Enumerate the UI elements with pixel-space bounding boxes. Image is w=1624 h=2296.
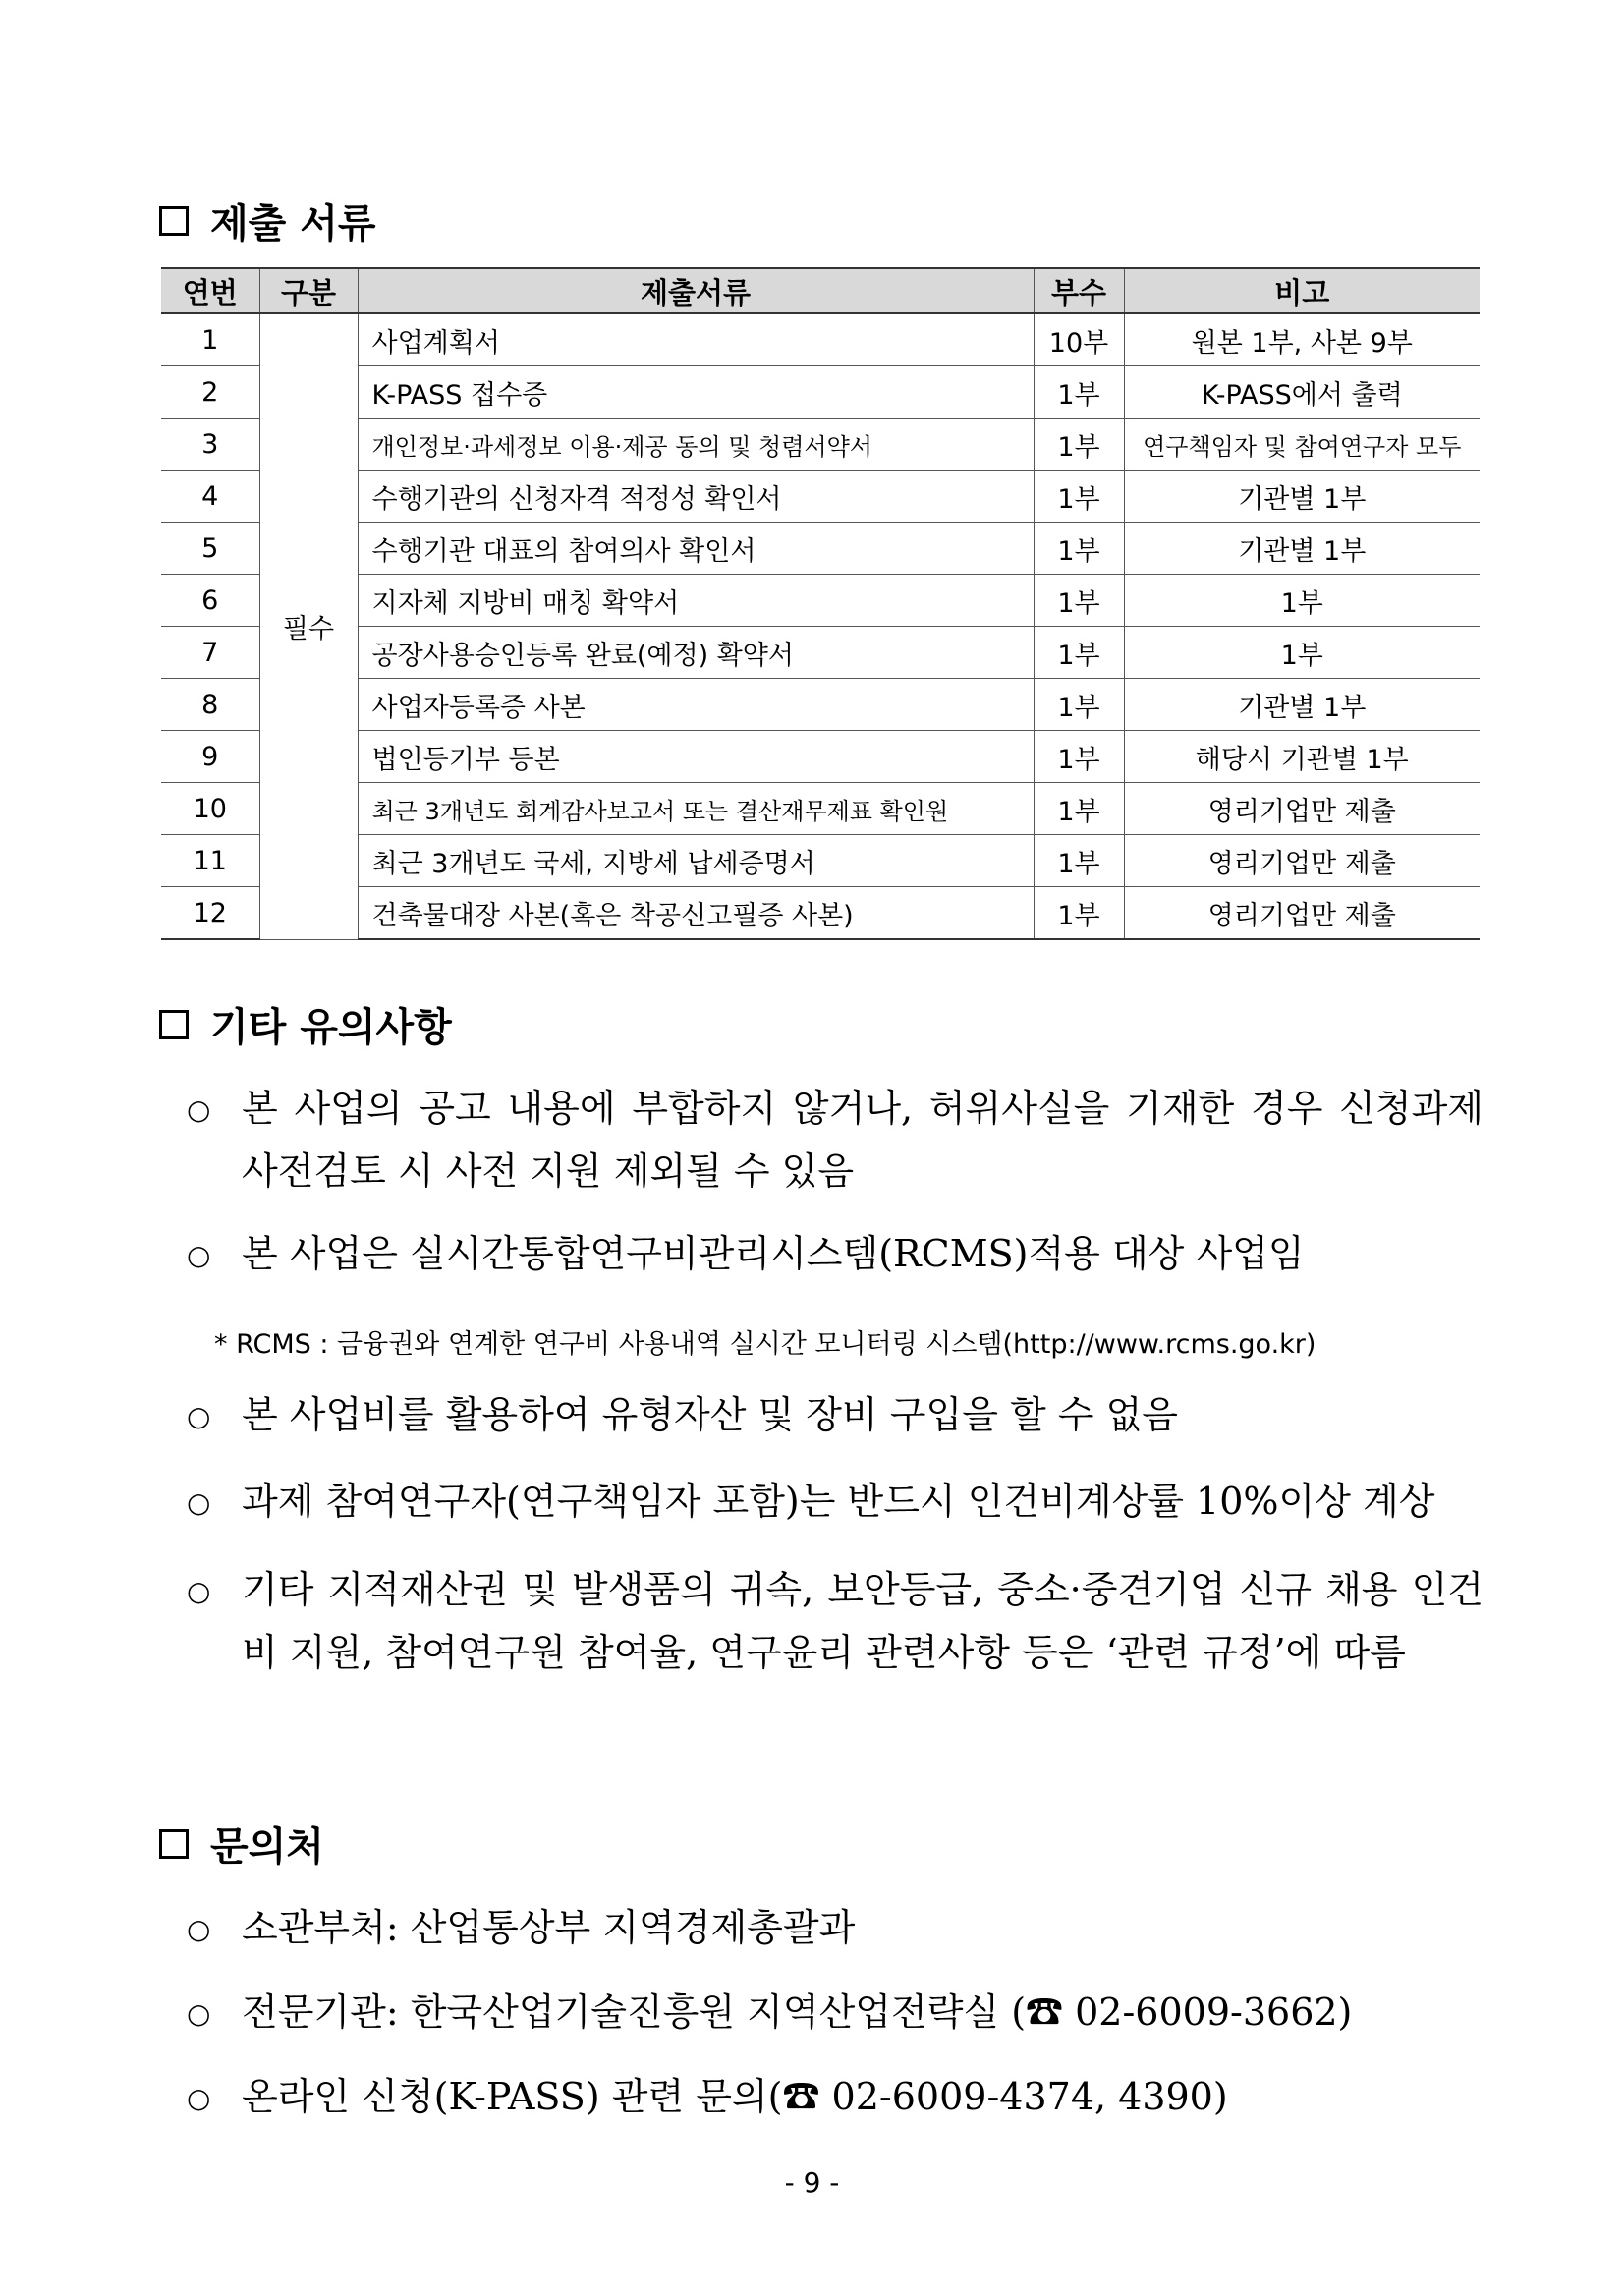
circle-bullet-icon: ○ [187, 1093, 211, 1126]
row-no: 9 [161, 731, 259, 783]
row-no: 10 [161, 783, 259, 835]
row-document: 수행기관 대표의 참여의사 확인서 [358, 523, 1034, 575]
row-no: 11 [161, 835, 259, 887]
table-row [161, 679, 1480, 731]
row-remark: 해당시 기관별 1부 [1124, 731, 1480, 783]
header-document: 제출서류 [358, 268, 1034, 313]
row-document: 사업자등록증 사본 [358, 679, 1034, 731]
row-document: 수행기관의 신청자격 적정성 확인서 [358, 471, 1034, 523]
row-document: 최근 3개년도 국세, 지방세 납세증명서 [358, 835, 1034, 887]
row-document: 사업계획서 [358, 313, 1034, 366]
row-no: 4 [161, 471, 259, 523]
row-remark: 기관별 1부 [1124, 471, 1480, 523]
row-copies: 1부 [1034, 887, 1124, 940]
table-row [161, 887, 1480, 940]
row-copies: 1부 [1034, 783, 1124, 835]
row-no: 1 [161, 313, 259, 366]
table-row [161, 627, 1480, 679]
page-number: - 9 - [784, 2166, 840, 2199]
row-copies: 10부 [1034, 313, 1124, 366]
header-no: 연번 [161, 268, 259, 313]
contact-item [187, 1981, 1484, 2044]
contact-item [187, 1896, 1484, 1959]
section-title: 기타 유의사항 [210, 1005, 452, 1050]
note-text: 과제 참여연구자(연구책임자 포함)는 반드시 인건비계상률 10%이상 계상 [242, 1480, 1435, 1523]
circle-bullet-icon: ○ [187, 1575, 211, 1607]
row-remark: 연구책임자 및 참여연구자 모두 [1124, 419, 1480, 471]
contact-text: 전문기관: 한국산업기술진흥원 지역산업전략실 (☎ 02-6009-3662) [242, 1990, 1353, 2034]
row-document: 공장사용승인등록 완료(예정) 확약서 [358, 627, 1034, 679]
table-row [161, 783, 1480, 835]
section-heading-notes [159, 996, 452, 1052]
row-document: K-PASS 접수증 [358, 366, 1034, 419]
table-row [161, 366, 1480, 419]
note-item [187, 1222, 1484, 1285]
table-row [161, 313, 1480, 366]
note-text: 본 사업비를 활용하여 유형자산 및 장비 구입을 할 수 없음 [242, 1393, 1178, 1436]
row-remark: 영리기업만 제출 [1124, 887, 1480, 940]
contact-text: 온라인 신청(K-PASS) 관련 문의(☎ 02-6009-4374, 4390) [242, 2075, 1228, 2118]
note-item [187, 1383, 1484, 1446]
table-row [161, 419, 1480, 471]
row-document: 건축물대장 사본(혹은 착공신고필증 사본) [358, 887, 1034, 940]
row-document: 최근 3개년도 회계감사보고서 또는 결산재무제표 확인원 [358, 783, 1034, 835]
table-row [161, 731, 1480, 783]
circle-bullet-icon: ○ [187, 1913, 211, 1945]
section-heading-documents [159, 193, 376, 249]
row-copies: 1부 [1034, 523, 1124, 575]
checkbox-square-icon [159, 1829, 189, 1859]
row-copies: 1부 [1034, 835, 1124, 887]
row-no: 8 [161, 679, 259, 731]
header-category: 구분 [259, 268, 358, 313]
circle-bullet-icon: ○ [187, 1239, 211, 1271]
section-title: 제출 서류 [210, 201, 376, 247]
note-text: 본 사업의 공고 내용에 부합하지 않거나, 허위사실을 기재한 경우 신청과제 사전검토 시 사전 지원 제외될 수 있음 [242, 1087, 1484, 1193]
category-cell: 필수 [259, 313, 358, 939]
row-no: 2 [161, 366, 259, 419]
row-no: 5 [161, 523, 259, 575]
row-remark: 기관별 1부 [1124, 679, 1480, 731]
row-copies: 1부 [1034, 679, 1124, 731]
row-remark: K-PASS에서 출력 [1124, 366, 1480, 419]
note-text: 기타 지적재산권 및 발생품의 귀속, 보안등급, 중소·중견기업 신규 채용 인건비 지원, 참여연구원 참여율, 연구윤리 관련사항 등은 ‘관련 규정’에 따름 [242, 1568, 1484, 1674]
circle-bullet-icon: ○ [187, 1997, 211, 2030]
note-item [187, 1558, 1484, 1684]
note-item [187, 1077, 1484, 1203]
row-no: 3 [161, 419, 259, 471]
note-item [187, 1470, 1484, 1533]
row-remark: 영리기업만 제출 [1124, 835, 1480, 887]
row-no: 6 [161, 575, 259, 627]
row-remark: 영리기업만 제출 [1124, 783, 1480, 835]
section-title: 문의처 [210, 1824, 324, 1870]
rcms-footnote: * RCMS : 금융권와 연계한 연구비 사용내역 실시간 모니터링 시스템(http://www.rcms.go.kr) [214, 1329, 1316, 1360]
documents-table [161, 267, 1480, 940]
row-no: 7 [161, 627, 259, 679]
row-remark: 1부 [1124, 575, 1480, 627]
row-copies: 1부 [1034, 731, 1124, 783]
circle-bullet-icon: ○ [187, 1486, 211, 1519]
note-text: 본 사업은 실시간통합연구비관리시스템(RCMS)적용 대상 사업임 [242, 1232, 1305, 1275]
table-header-row [161, 268, 1480, 313]
section-heading-contact [159, 1816, 324, 1872]
table-row [161, 523, 1480, 575]
row-document: 지자체 지방비 매칭 확약서 [358, 575, 1034, 627]
row-copies: 1부 [1034, 627, 1124, 679]
row-copies: 1부 [1034, 419, 1124, 471]
contact-item [187, 2065, 1484, 2128]
circle-bullet-icon: ○ [187, 2082, 211, 2114]
header-copies: 부수 [1034, 268, 1124, 313]
row-copies: 1부 [1034, 366, 1124, 419]
row-remark: 기관별 1부 [1124, 523, 1480, 575]
checkbox-square-icon [159, 1010, 189, 1039]
checkbox-square-icon [159, 206, 189, 236]
row-no: 12 [161, 887, 259, 940]
row-copies: 1부 [1034, 471, 1124, 523]
table-row [161, 471, 1480, 523]
table-row [161, 575, 1480, 627]
row-document: 개인정보·과세정보 이용·제공 동의 및 청렴서약서 [358, 419, 1034, 471]
row-remark: 원본 1부, 사본 9부 [1124, 313, 1480, 366]
contact-text: 소관부처: 산업통상부 지역경제총괄과 [242, 1906, 856, 1949]
row-copies: 1부 [1034, 575, 1124, 627]
table-row [161, 835, 1480, 887]
circle-bullet-icon: ○ [187, 1400, 211, 1432]
header-remark: 비고 [1124, 268, 1480, 313]
row-document: 법인등기부 등본 [358, 731, 1034, 783]
row-remark: 1부 [1124, 627, 1480, 679]
